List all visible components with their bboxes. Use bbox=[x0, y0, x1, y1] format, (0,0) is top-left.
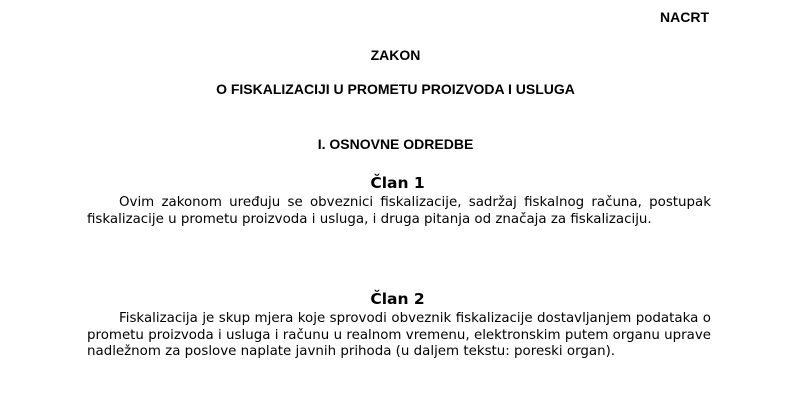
law-title: ZAKON bbox=[370, 47, 421, 63]
article-2-heading: Član 2 bbox=[370, 290, 425, 308]
article-1-text: Ovim zakonom uređuju se obveznici fiskalizacije, sadržaj fiskalnog računa, postupak fiskalizacije u prometu proizvoda i usluga, i druga pitanja od značaja za fiskalizaciju. bbox=[87, 195, 711, 227]
article-2-text: Fiskalizacija je skup mjera koje sprovodi obveznik fiskalizacije dostavljanjem podataka o prometu proizvoda i usluga i računu u realnom vremenu, elektronskim putem organu uprave nadležnom za poslove naplate javnih prihoda (u daljem tekstu: poreski organ). bbox=[87, 311, 711, 359]
article-1-heading: Član 1 bbox=[370, 174, 425, 192]
draft-label: NACRT bbox=[660, 9, 709, 25]
section-heading: I. OSNOVNE ODREDBE bbox=[317, 136, 474, 152]
law-subtitle: O FISKALIZACIJI U PROMETU PROIZVODA I USLUGA bbox=[216, 81, 575, 97]
